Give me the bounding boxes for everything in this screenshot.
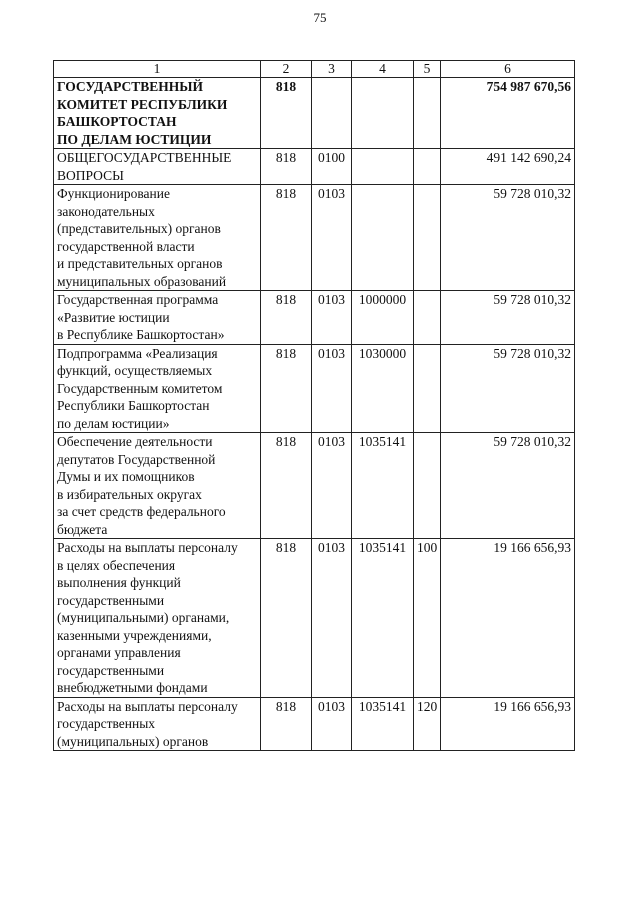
target-code-cell: 1035141: [352, 539, 414, 698]
row-name-line: депутатов Государственной: [57, 451, 216, 467]
amount-cell: 754 987 670,56: [441, 78, 575, 149]
row-name-cell: [54, 78, 261, 149]
row-name-line: законодательных: [57, 203, 155, 219]
row-name-line: казенными учреждениями,: [57, 627, 212, 643]
row-name-line: органами управления: [57, 645, 181, 660]
table-body: [54, 78, 575, 751]
expense-type-cell: [414, 78, 441, 149]
expense-type-cell: [414, 433, 441, 539]
row-name-line: «Развитие юстиции: [57, 309, 170, 325]
row-name-line: (муниципальными) органами,: [57, 610, 230, 625]
amount-cell: 491 142 690,24: [441, 149, 575, 185]
amount-cell: 19 166 656,93: [441, 539, 575, 698]
section-code-cell: 0103: [312, 344, 352, 433]
row-name-cell: [54, 185, 261, 291]
table-row: [54, 539, 575, 698]
row-name-line: и представительных органов: [57, 256, 223, 271]
budget-table: [53, 60, 575, 751]
section-code-cell: 0103: [312, 697, 352, 751]
column-header-5: 5: [414, 61, 441, 78]
row-name-line: Республики Башкортостан: [57, 398, 210, 413]
row-name-line: выполнения функций: [57, 575, 181, 590]
row-name-line: по делам юстиции»: [57, 415, 170, 431]
ministry-code-cell: 818: [261, 539, 312, 698]
table-header-row: [54, 61, 575, 78]
column-header-6: 6: [441, 61, 575, 78]
row-name-line: КОМИТЕТ РЕСПУБЛИКИ: [57, 96, 228, 112]
row-name-line: государственными: [57, 592, 165, 608]
row-name-cell: [54, 539, 261, 698]
expense-type-cell: 120: [414, 697, 441, 751]
row-name-line: (муниципальных) органов: [57, 733, 209, 749]
row-name-cell: [54, 344, 261, 433]
row-name-line: Расходы на выплаты персоналу: [57, 698, 238, 714]
expense-type-cell: [414, 149, 441, 185]
section-code-cell: 0103: [312, 185, 352, 291]
row-name-line: в Республике Башкортостан»: [57, 327, 225, 342]
ministry-code-cell: 818: [261, 697, 312, 751]
section-code-cell: [312, 78, 352, 149]
target-code-cell: 1035141: [352, 433, 414, 539]
target-code-cell: 1030000: [352, 344, 414, 433]
row-name-cell: [54, 433, 261, 539]
row-name-line: ГОСУДАРСТВЕННЫЙ: [57, 79, 204, 94]
row-name-line: внебюджетными фондами: [57, 680, 208, 695]
table-row: [54, 185, 575, 291]
amount-cell: 59 728 010,32: [441, 433, 575, 539]
row-name-line: государственных: [57, 716, 156, 731]
target-code-cell: 1035141: [352, 697, 414, 751]
row-name-cell: [54, 149, 261, 185]
target-code-cell: [352, 78, 414, 149]
column-header-1: 1: [54, 61, 261, 78]
row-name-line: государственной власти: [57, 238, 195, 254]
row-name-line: Обеспечение деятельности: [57, 434, 213, 449]
ministry-code-cell: 818: [261, 433, 312, 539]
row-name-line: Расходы на выплаты персоналу: [57, 540, 238, 555]
ministry-code-cell: 818: [261, 149, 312, 185]
table-row: [54, 291, 575, 345]
ministry-code-cell: 818: [261, 291, 312, 345]
row-name-line: ПО ДЕЛАМ ЮСТИЦИИ: [57, 131, 212, 147]
section-code-cell: 0100: [312, 149, 352, 185]
row-name-line: за счет средств федерального: [57, 504, 226, 519]
target-code-cell: [352, 149, 414, 185]
row-name-line: муниципальных образований: [57, 273, 227, 289]
row-name-line: ОБЩЕГОСУДАРСТВЕННЫЕ: [57, 150, 232, 165]
row-name-line: функций, осуществляемых: [57, 363, 213, 378]
table-row: [54, 149, 575, 185]
row-name-line: бюджета: [57, 521, 108, 537]
amount-cell: 59 728 010,32: [441, 344, 575, 433]
expense-type-cell: [414, 185, 441, 291]
expense-type-cell: 100: [414, 539, 441, 698]
row-name-line: государственными: [57, 662, 165, 678]
table-row: [54, 78, 575, 149]
expense-type-cell: [414, 291, 441, 345]
target-code-cell: [352, 185, 414, 291]
amount-cell: 59 728 010,32: [441, 185, 575, 291]
row-name-cell: [54, 291, 261, 345]
section-code-cell: 0103: [312, 433, 352, 539]
table-row: [54, 697, 575, 751]
row-name-line: (представительных) органов: [57, 221, 221, 236]
column-header-2: 2: [261, 61, 312, 78]
row-name-line: Думы и их помощников: [57, 469, 195, 484]
section-code-cell: 0103: [312, 291, 352, 345]
ministry-code-cell: 818: [261, 185, 312, 291]
table-row: [54, 344, 575, 433]
row-name-line: Государственным комитетом: [57, 380, 223, 396]
row-name-line: Подпрограмма «Реализация: [57, 345, 218, 361]
section-code-cell: 0103: [312, 539, 352, 698]
column-header-4: 4: [352, 61, 414, 78]
amount-cell: 19 166 656,93: [441, 697, 575, 751]
row-name-line: ВОПРОСЫ: [57, 167, 124, 183]
ministry-code-cell: 818: [261, 344, 312, 433]
row-name-line: БАШКОРТОСТАН: [57, 114, 177, 129]
page-number: 75: [313, 10, 327, 25]
row-name-line: Государственная программа: [57, 292, 219, 307]
ministry-code-cell: 818: [261, 78, 312, 149]
row-name-line: Функционирование: [57, 186, 170, 201]
target-code-cell: 1000000: [352, 291, 414, 345]
row-name-cell: [54, 697, 261, 751]
amount-cell: 59 728 010,32: [441, 291, 575, 345]
column-header-3: 3: [312, 61, 352, 78]
table-row: [54, 433, 575, 539]
row-name-line: в целях обеспечения: [57, 557, 176, 573]
row-name-line: в избирательных округах: [57, 486, 202, 502]
expense-type-cell: [414, 344, 441, 433]
